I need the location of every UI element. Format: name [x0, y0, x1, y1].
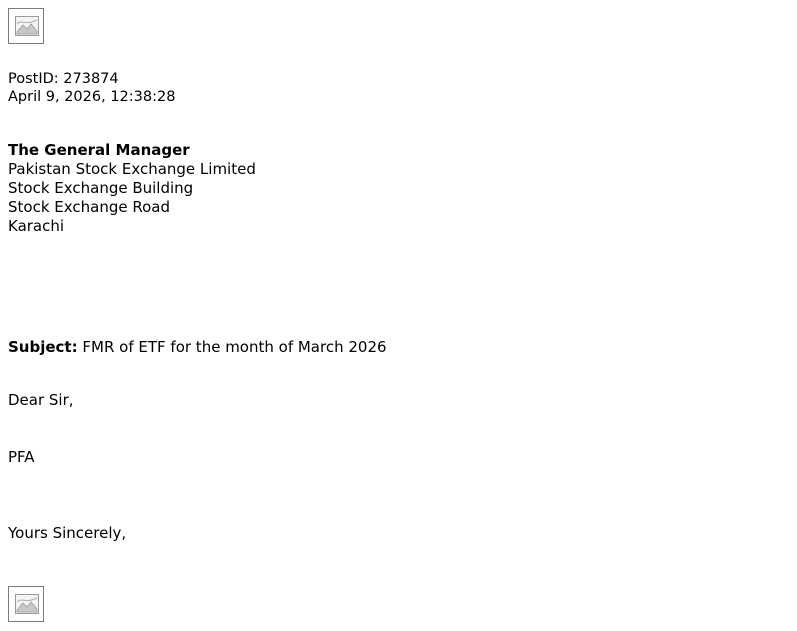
post-datetime: April 9, 2026, 12:38:28	[8, 89, 176, 105]
address-city: Karachi	[8, 217, 65, 235]
closing: Yours Sincerely,	[8, 524, 127, 542]
post-id: PostID: 273874	[8, 71, 119, 87]
subject-line	[8, 338, 387, 357]
address-line-3: Stock Exchange Road	[8, 198, 170, 216]
header-logo-image	[8, 8, 44, 44]
letter-body: PFA	[8, 448, 35, 466]
broken-image-icon	[15, 16, 39, 36]
broken-image-icon	[15, 594, 39, 614]
post-meta	[8, 70, 175, 106]
subject-label: Subject:	[8, 338, 78, 356]
signature-image	[8, 586, 44, 622]
address-line-1: Pakistan Stock Exchange Limited	[8, 160, 256, 178]
address-line-2: Stock Exchange Building	[8, 179, 194, 197]
recipient-name: The General Manager	[8, 141, 190, 159]
subject-text: FMR of ETF for the month of March 2026	[82, 338, 387, 356]
greeting: Dear Sir,	[8, 391, 74, 409]
recipient-address	[8, 141, 256, 236]
